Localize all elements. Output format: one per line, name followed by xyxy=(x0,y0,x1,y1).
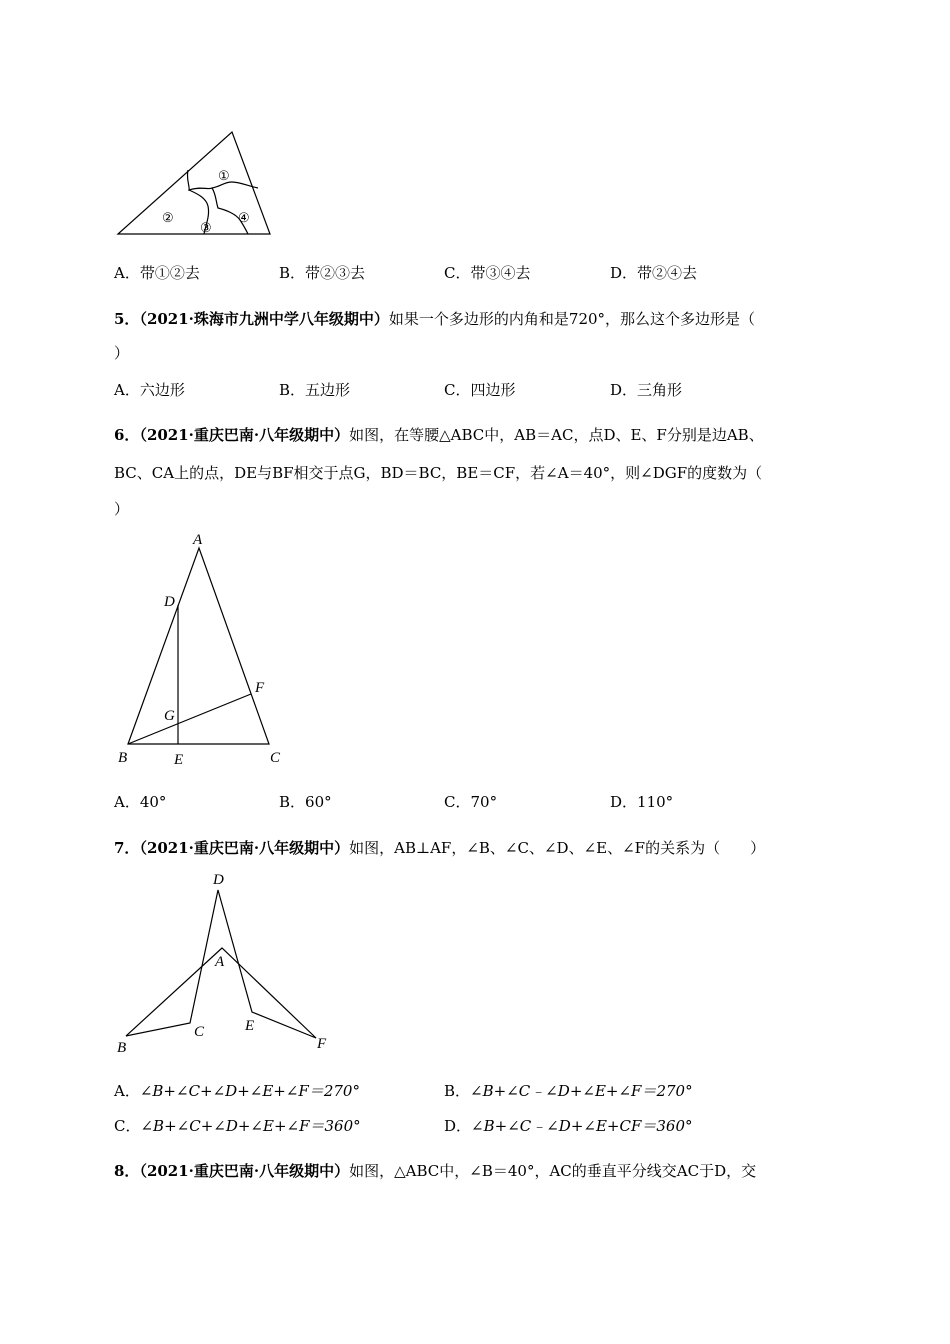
option-text: ∠B+∠C+∠D+∠E+∠F＝270° xyxy=(139,1082,360,1100)
option-letter: A． xyxy=(114,381,140,399)
label-b: B xyxy=(118,750,128,766)
label-g: G xyxy=(164,708,175,724)
option-text: 110° xyxy=(637,793,674,811)
question-source: （2021·重庆巴南·八年级期中） xyxy=(139,426,350,444)
option-text: 带②③去 xyxy=(305,264,366,282)
option-letter: D． xyxy=(444,1117,472,1135)
question-source: （2021·重庆巴南·八年级期中） xyxy=(139,1162,350,1180)
option-letter: C． xyxy=(114,1117,141,1135)
close-paren: ） xyxy=(114,344,130,362)
q6-stem-line1 xyxy=(114,425,764,445)
q7-stem xyxy=(114,838,765,858)
q5-stem xyxy=(114,309,755,329)
option-text: 40° xyxy=(139,793,167,811)
question-text: 如图，△ABC中，∠B＝40°，AC的垂直平分线交AC于D，交 xyxy=(349,1162,757,1180)
option-text: 四边形 xyxy=(470,381,516,399)
q5-option-c[interactable] xyxy=(444,379,516,400)
option-letter: B． xyxy=(444,1082,471,1100)
q7-option-d[interactable] xyxy=(444,1115,693,1136)
label-f: F xyxy=(317,1036,327,1052)
option-text: 60° xyxy=(305,793,332,811)
option-letter: A． xyxy=(114,1082,140,1100)
q6-close-paren xyxy=(114,499,129,519)
option-text: 70° xyxy=(470,793,498,811)
q7-option-c[interactable] xyxy=(114,1115,361,1136)
option-letter: A． xyxy=(114,264,140,282)
close-paren: ） xyxy=(114,500,130,518)
label-b: B xyxy=(117,1040,127,1056)
piece-label-4: ④ xyxy=(238,210,250,225)
option-text: ∠B+∠C﹣∠D+∠E+CF＝360° xyxy=(471,1117,693,1135)
q7-option-b[interactable] xyxy=(444,1080,693,1101)
option-letter: D． xyxy=(610,793,638,811)
option-text: 带②④去 xyxy=(637,264,698,282)
option-letter: B． xyxy=(279,264,306,282)
q5-option-b[interactable] xyxy=(279,379,350,400)
question-text: 如果一个多边形的内角和是720°，那么这个多边形是（ xyxy=(388,310,756,328)
option-text: 带③④去 xyxy=(470,264,531,282)
q6-option-d[interactable] xyxy=(610,791,673,812)
q4-option-a[interactable] xyxy=(114,262,200,283)
q6-option-a[interactable] xyxy=(114,791,166,812)
label-d: D xyxy=(213,872,224,888)
question-text: 如图，在等腰△ABC中，AB＝AC，点D、E、F分别是边AB、 xyxy=(349,426,764,444)
option-text: 三角形 xyxy=(637,381,683,399)
question-number: 6． xyxy=(114,426,140,444)
option-text: 六边形 xyxy=(139,381,185,399)
label-c: C xyxy=(270,750,281,766)
piece-label-3: ③ xyxy=(200,220,212,235)
q6-option-b[interactable] xyxy=(279,791,332,812)
q5-option-d[interactable] xyxy=(610,379,682,400)
angles-figure xyxy=(112,868,342,1058)
q4-option-d[interactable] xyxy=(610,262,697,283)
option-letter: B． xyxy=(279,793,306,811)
q4-option-b[interactable] xyxy=(279,262,365,283)
label-d: D xyxy=(164,594,175,610)
question-text: 如图，AB⊥AF，∠B、∠C、∠D、∠E、∠F的关系为（ ） xyxy=(349,839,766,857)
q5-close-paren xyxy=(114,343,129,363)
label-f: F xyxy=(255,680,265,696)
broken-glass-figure xyxy=(112,128,282,238)
option-letter: A． xyxy=(114,793,140,811)
label-a: A xyxy=(215,954,225,970)
q4-option-c[interactable] xyxy=(444,262,531,283)
question-text: BC、CA上的点，DE与BF相交于点G，BD＝BC，BE＝CF，若∠A＝40°，则∠DGF的度数为（ xyxy=(114,464,763,482)
option-letter: B． xyxy=(279,381,306,399)
option-letter: D． xyxy=(610,264,638,282)
option-letter: C． xyxy=(444,264,471,282)
option-letter: C． xyxy=(444,793,471,811)
question-source: （2021·重庆巴南·八年级期中） xyxy=(139,839,350,857)
label-c: C xyxy=(194,1024,205,1040)
label-e: E xyxy=(174,752,184,768)
q8-stem xyxy=(114,1161,756,1181)
q5-option-a[interactable] xyxy=(114,379,185,400)
question-source: （2021·珠海市九洲中学八年级期中） xyxy=(139,310,389,328)
option-letter: D． xyxy=(610,381,638,399)
q6-option-c[interactable] xyxy=(444,791,497,812)
label-a: A xyxy=(193,532,203,548)
option-text: ∠B+∠C﹣∠D+∠E+∠F＝270° xyxy=(470,1082,693,1100)
segment-bf xyxy=(128,694,251,744)
question-number: 7． xyxy=(114,839,140,857)
isosceles-triangle-figure xyxy=(112,530,292,770)
option-text: 五边形 xyxy=(305,381,351,399)
option-text: 带①②去 xyxy=(139,264,200,282)
question-number: 8． xyxy=(114,1162,140,1180)
q6-stem-line2 xyxy=(114,463,762,483)
option-letter: C． xyxy=(444,381,471,399)
piece-label-1: ① xyxy=(218,168,230,183)
question-number: 5． xyxy=(114,310,140,328)
piece-label-2: ② xyxy=(162,210,174,225)
label-e: E xyxy=(245,1018,255,1034)
option-text: ∠B+∠C+∠D+∠E+∠F＝360° xyxy=(140,1117,361,1135)
q7-option-a[interactable] xyxy=(114,1080,360,1101)
triangle-abc xyxy=(128,548,269,744)
